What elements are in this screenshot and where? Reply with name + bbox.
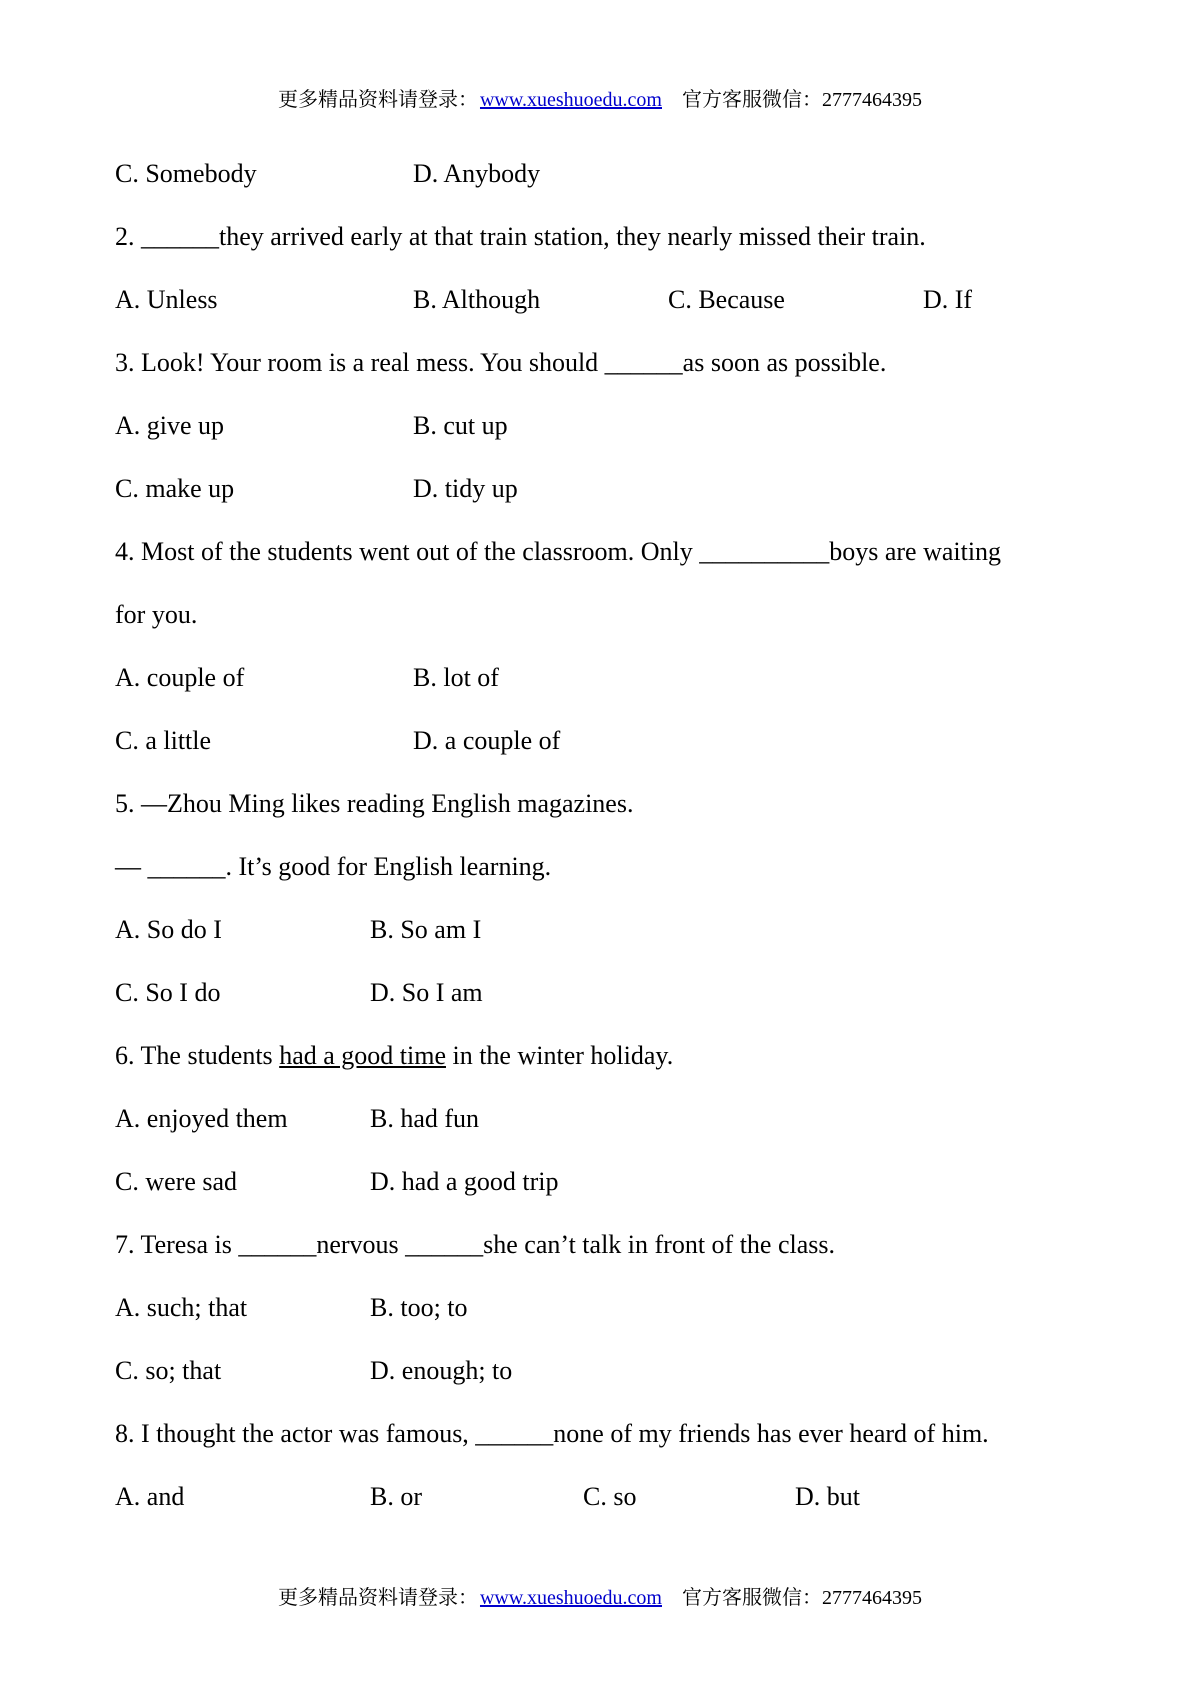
- q5-option-a: A. So do I: [115, 915, 222, 944]
- q5-option-b: B. So am I: [370, 915, 482, 944]
- q3-option-d: D. tidy up: [413, 474, 518, 503]
- q5-option-d: D. So I am: [370, 978, 483, 1007]
- q6-option-c: C. were sad: [115, 1167, 238, 1196]
- q8-option-b: B. or: [370, 1482, 422, 1511]
- q6-option-a: A. enjoyed them: [115, 1104, 288, 1133]
- q8-option-d: D. but: [795, 1482, 860, 1511]
- footer-prefix: 更多精品资料请登录：: [277, 1587, 478, 1609]
- q6-stem-before: 6. The students: [115, 1041, 280, 1070]
- header-website-link[interactable]: www.xueshuoedu.com: [479, 89, 662, 111]
- q7-option-a: A. such; that: [115, 1293, 248, 1322]
- q8-stem: 8. I thought the actor was famous, ______none of my friends has ever heard of him.: [115, 1419, 989, 1448]
- q6-stem-underlined-phrase: had a good time: [279, 1041, 446, 1070]
- q4-option-b: B. lot of: [413, 663, 499, 692]
- footer-website-link[interactable]: www.xueshuoedu.com: [479, 1587, 662, 1609]
- q6-option-b: B. had fun: [370, 1104, 480, 1133]
- q3-option-b: B. cut up: [413, 411, 508, 440]
- q3-option-a: A. give up: [115, 411, 225, 440]
- q4-option-a: A. couple of: [115, 663, 245, 692]
- page-footer: [0, 1586, 1200, 1610]
- q2-stem: 2. ______they arrived early at that train station, they nearly missed their train.: [115, 222, 926, 251]
- q4-stem-line1: 4. Most of the students went out of the classroom. Only __________boys are waiting: [115, 537, 1002, 566]
- header-prefix: 更多精品资料请登录：: [277, 89, 478, 111]
- q6-stem: [115, 1040, 673, 1072]
- q7-option-d: D. enough; to: [370, 1356, 513, 1385]
- q6-option-d: D. had a good trip: [370, 1167, 559, 1196]
- q2-option-c: C. Because: [668, 285, 785, 314]
- q2-option-d: D. If: [923, 285, 973, 314]
- q4-stem-line2: for you.: [115, 600, 198, 629]
- q1-option-c: C. Somebody: [115, 159, 257, 188]
- q5-stem-line1: 5. —Zhou Ming likes reading English magazines.: [115, 789, 634, 818]
- q3-option-c: C. make up: [115, 474, 235, 503]
- q4-option-c: C. a little: [115, 726, 212, 755]
- q6-stem-after: in the winter holiday.: [445, 1041, 674, 1070]
- q7-option-b: B. too; to: [370, 1293, 468, 1322]
- q2-option-a: A. Unless: [115, 285, 218, 314]
- header-contact: 官方客服微信：2777464395: [682, 89, 922, 111]
- page-header: [0, 88, 1200, 112]
- q3-stem: 3. Look! Your room is a real mess. You should ______as soon as possible.: [115, 348, 887, 377]
- q7-option-c: C. so; that: [115, 1356, 222, 1385]
- q2-option-b: B. Although: [413, 285, 541, 314]
- q5-option-c: C. So I do: [115, 978, 221, 1007]
- q8-option-a: A. and: [115, 1482, 185, 1511]
- q1-option-d: D. Anybody: [413, 159, 541, 188]
- q5-stem-line2: — ______. It’s good for English learning.: [115, 852, 552, 881]
- footer-contact: 官方客服微信：2777464395: [682, 1587, 922, 1609]
- q8-option-c: C. so: [583, 1482, 637, 1511]
- q4-option-d: D. a couple of: [413, 726, 561, 755]
- q7-stem: 7. Teresa is ______nervous ______she can’t talk in front of the class.: [115, 1230, 836, 1259]
